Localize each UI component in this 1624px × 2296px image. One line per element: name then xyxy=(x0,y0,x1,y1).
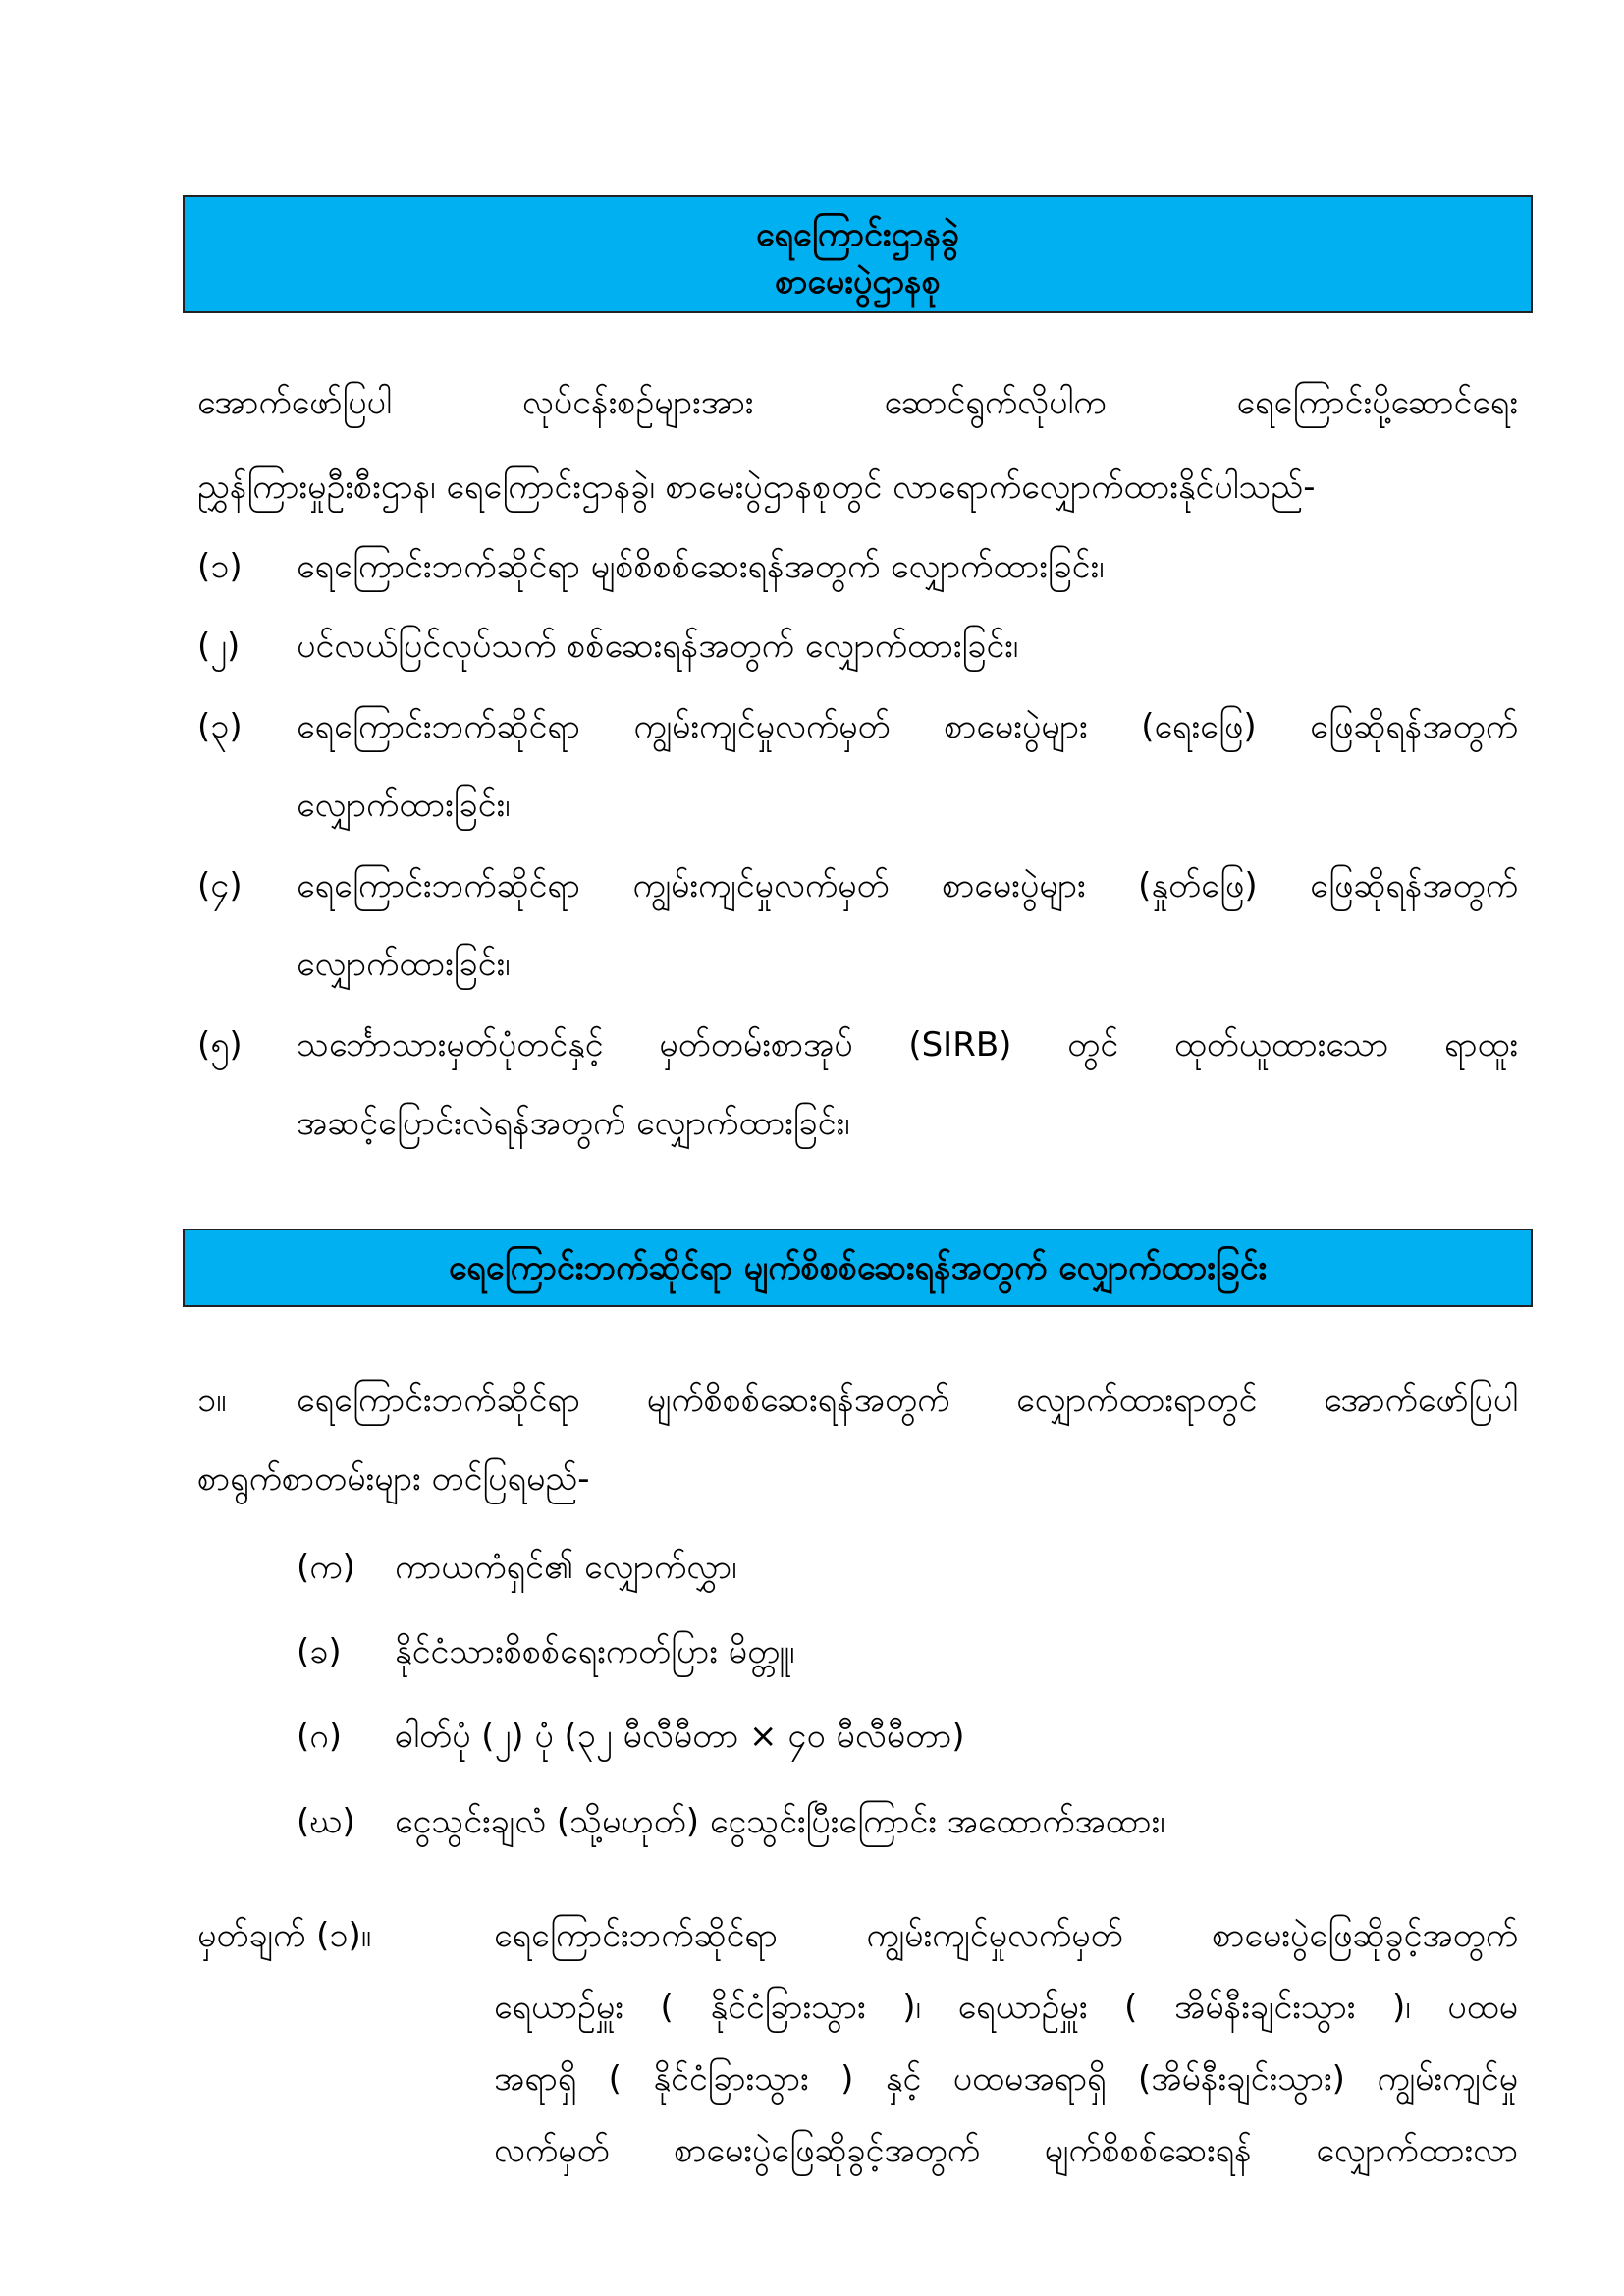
intro-line-1 xyxy=(197,377,1518,428)
intro-word: အောက်ဖော်ပြပါ xyxy=(197,383,392,422)
section-subtitle: စာမေးပွဲဌာနစု xyxy=(775,262,941,301)
document-item-text: ကာယကံရှင်၏ လျှောက်လွှာ၊ xyxy=(395,1548,737,1587)
service-item-number: (၃) xyxy=(197,707,243,746)
note-label: မှတ်ချက် (၁)။ xyxy=(197,1916,372,1955)
service-item-text-continued: အဆင့်ပြောင်းလဲရန်အတွက် လျှောက်ထားခြင်း၊ xyxy=(297,1104,850,1143)
service-item-number: (၂) xyxy=(197,627,241,666)
service-item-text: ရေကြောင်းဘက်ဆိုင်ရာ ကျွမ်းကျင်မှုလက်မှတ် စာမေးပွဲများ (ရေးဖြေ) ဖြေဆိုရန်အတွက် xyxy=(297,707,1518,746)
document-item-letter: (က) xyxy=(297,1548,355,1587)
document-item-letter: (ဃ) xyxy=(297,1802,355,1841)
service-item-text-continued: လျှောက်ထားခြင်း၊ xyxy=(297,786,511,825)
service-item-text-continued: လျှောက်ထားခြင်း၊ xyxy=(297,945,511,984)
document-item-text: ဓါတ်ပုံ (၂) ပုံ (၃၂ မီလီမီတာ × ၄၀ မီလီမီတာ) xyxy=(395,1717,965,1756)
note-line: လက်မှတ် စာမေးပွဲဖြေဆိုခွင့်အတွက် မျက်စိစစ်ဆေးရန် လျှောက်ထားလာ xyxy=(494,2131,1518,2170)
intro-word: လုပ်ငန်းစဉ်များအား xyxy=(521,383,754,422)
service-item-number: (၄) xyxy=(197,866,243,905)
paragraph-number: ၁။ xyxy=(197,1381,227,1420)
service-item-text: သင်္ဘောသားမှတ်ပုံတင်နှင့် မှတ်တမ်းစာအုပ် (SIRB) တွင် ထုတ်ယူထားသော ရာထူး xyxy=(297,1025,1518,1065)
note-line: ရေကြောင်းဘက်ဆိုင်ရာ ကျွမ်းကျင်မှုလက်မှတ် စာမေးပွဲဖြေဆိုခွင့်အတွက် xyxy=(494,1916,1518,1955)
service-item-text: ပင်လယ်ပြင်လုပ်သက် စစ်ဆေးရန်အတွက် လျှောက်ထားခြင်း၊ xyxy=(297,627,1019,666)
document-item-letter: (ခ) xyxy=(297,1632,342,1671)
department-header-banner xyxy=(183,195,1533,313)
requirements-line-1: ရေကြောင်းဘက်ဆိုင်ရာ မျက်စိစစ်ဆေးရန်အတွက် လျှောက်ထားရာတွင် အောက်ဖော်ပြပါ xyxy=(297,1381,1518,1420)
intro-word: ရေကြောင်းပို့ဆောင်ရေး xyxy=(1236,383,1518,422)
service-item-text: ရေကြောင်းဘက်ဆိုင်ရာ မျစ်စိစစ်ဆေးရန်အတွက် လျှောက်ထားခြင်း၊ xyxy=(297,547,1105,586)
section-title: ရေကြောင်းဘက်ဆိုင်ရာ မျက်စိစစ်ဆေးရန်အတွက် လျှောက်ထားခြင်း xyxy=(448,1248,1268,1287)
document-item-text: ငွေသွင်းချလံ (သို့မဟုတ်) ငွေသွင်းပြီးကြောင်း အထောက်အထား၊ xyxy=(395,1802,1165,1841)
intro-word: ဆောင်ရွက်လိုပါက xyxy=(884,383,1107,422)
intro-line-2: ညွှန်ကြားမှုဦးစီးဌာန၊ ရေကြောင်းဌာနခွဲ၊ စာမေးပွဲဌာနစုတွင် လာရောက်လျှောက်ထားနိုင်ပါသည်- xyxy=(197,467,1316,507)
document-item-text: နိုင်ငံသားစိစစ်ရေးကတ်ပြား မိတ္တူ၊ xyxy=(395,1632,795,1671)
section-header-banner xyxy=(183,1229,1533,1307)
note-line: ရေယာဉ်မှူး ( နိုင်ငံခြားသွား )၊ ရေယာဉ်မှူး ( အိမ်နီးချင်းသွား )၊ ပထမ xyxy=(494,1988,1518,2027)
department-title: ရေကြောင်းဌာနခွဲ xyxy=(755,215,960,254)
document-item-letter: (ဂ) xyxy=(297,1717,342,1756)
requirements-line-2: စာရွက်စာတမ်းများ တင်ပြရမည်- xyxy=(197,1459,590,1499)
service-item-text: ရေကြောင်းဘက်ဆိုင်ရာ ကျွမ်းကျင်မှုလက်မှတ် စာမေးပွဲများ (နှုတ်ဖြေ) ဖြေဆိုရန်အတွက် xyxy=(297,866,1518,905)
note-line: အရာရှိ ( နိုင်ငံခြားသွား ) နှင့် ပထမအရာရှိ (အိမ်နီးချင်းသွား) ကျွမ်းကျင်မှု xyxy=(494,2059,1518,2099)
service-item-number: (၁) xyxy=(197,547,243,586)
service-item-number: (၅) xyxy=(197,1025,243,1065)
